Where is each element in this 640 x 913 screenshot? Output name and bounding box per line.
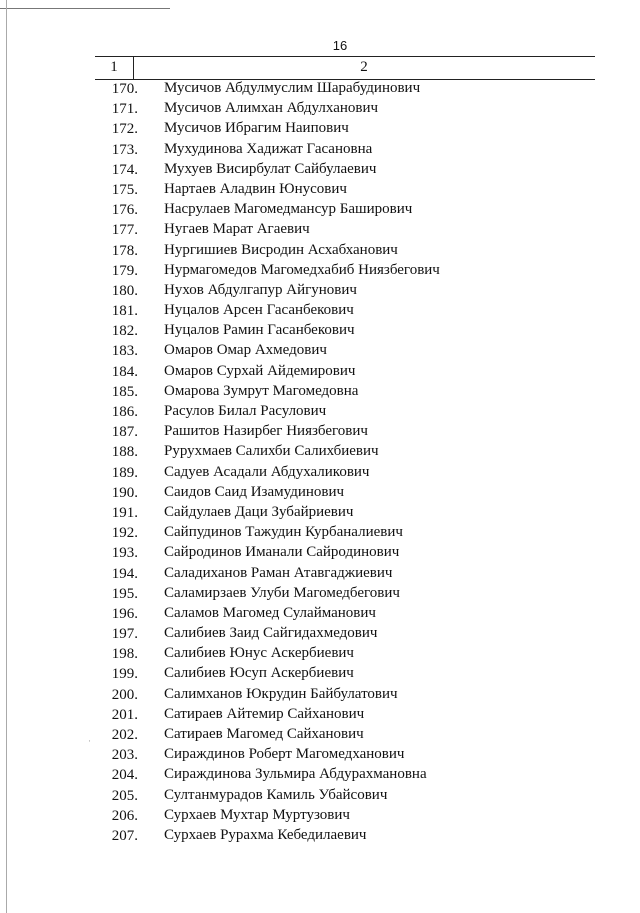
row-number: 189.	[111, 464, 138, 481]
person-name: Омарова Зумрут Магомедовна	[164, 382, 359, 399]
table-row	[0, 564, 640, 584]
row-number: 198.	[111, 646, 138, 663]
person-name: Мусичов Алимхан Абдулханович	[164, 100, 379, 117]
person-name: Нуцалов Рамин Гасанбекович	[164, 322, 355, 339]
person-name: Саламов Магомед Сулайманович	[164, 604, 376, 621]
table-row	[0, 543, 640, 563]
person-name: Салибиев Юнус Аскербиевич	[164, 645, 354, 662]
row-number: 200.	[111, 686, 138, 703]
row-number: 186.	[111, 404, 138, 420]
table-row	[0, 664, 640, 684]
person-name: Нартаев Аладвин Юнусович	[164, 180, 347, 197]
row-number: 175.	[111, 181, 138, 198]
table-row	[0, 523, 640, 543]
row-number: 183.	[111, 343, 138, 360]
person-name: Сурхаев Рурахма Кебедилаевич	[164, 826, 367, 843]
row-number: 184.	[111, 363, 138, 380]
table-row	[0, 685, 640, 705]
row-number: 172.	[111, 121, 138, 138]
header-col-name: 2	[360, 59, 368, 75]
table-row	[0, 382, 640, 402]
row-number: 194.	[111, 565, 138, 582]
person-name: Саидов Саид Изамудинович	[164, 483, 345, 500]
row-number: 202.	[111, 727, 138, 743]
table-row	[0, 180, 640, 200]
table-row	[0, 301, 640, 321]
page-number: 16	[332, 38, 348, 53]
person-name: Мухуев Висирбулат Сайбулаевич	[164, 160, 377, 177]
table-row	[0, 745, 640, 765]
table-row	[0, 140, 640, 160]
person-name: Сатираев Магомед Сайханович	[164, 726, 364, 742]
row-number: 196.	[111, 605, 138, 622]
table-row	[0, 463, 640, 483]
row-number: 173.	[111, 141, 138, 158]
table-row	[0, 119, 640, 139]
table-row	[0, 241, 640, 261]
person-name: Нуцалов Арсен Гасанбекович	[164, 302, 354, 319]
table-row	[0, 765, 640, 785]
header-col-number: 1	[110, 59, 118, 75]
person-name: Нухов Абдулгапур Айгунович	[164, 281, 357, 298]
person-name: Расулов Билал Расулович	[164, 403, 327, 419]
person-name: Сатираев Айтемир Сайханович	[164, 705, 365, 722]
row-number: 179.	[111, 262, 138, 279]
table-row	[0, 442, 640, 462]
row-number: 191.	[111, 504, 138, 521]
person-name: Салибиев Юсуп Аскербиевич	[164, 665, 354, 682]
row-number: 197.	[111, 626, 138, 643]
row-number: 195.	[111, 585, 138, 602]
person-name: Рашитов Назирбег Ниязбегович	[164, 423, 368, 440]
row-number: 181.	[111, 303, 138, 320]
table-row	[0, 341, 640, 361]
row-number: 193.	[111, 545, 138, 562]
row-number: 203.	[111, 747, 138, 764]
row-number: 188.	[111, 444, 138, 461]
person-name: Рурухмаев Салихби Салихбиевич	[164, 443, 379, 460]
person-name: Омаров Омар Ахмедович	[164, 342, 327, 359]
person-name: Сайродинов Иманали Сайродинович	[164, 544, 400, 561]
person-name: Мусичов Абдулмуслим Шарабудинович	[164, 80, 421, 96]
table-row	[0, 644, 640, 664]
table-row	[0, 281, 640, 301]
person-name: Мухудинова Хадижат Гасановна	[164, 140, 373, 157]
row-number: 192.	[111, 525, 138, 542]
row-number: 205.	[111, 787, 138, 804]
person-name: Насрулаев Магомедмансур Баширович	[164, 201, 413, 218]
person-name: Салибиев Заид Сайгидахмедович	[164, 625, 378, 642]
row-number: 170.	[111, 81, 138, 97]
table-header	[95, 56, 595, 80]
table-row	[0, 483, 640, 503]
table-row	[0, 79, 640, 99]
scan-edge-line	[0, 8, 170, 9]
scan-speck: ·	[88, 736, 91, 746]
row-number: 204.	[111, 767, 138, 784]
table-row	[0, 422, 640, 442]
row-number: 187.	[111, 424, 138, 441]
row-number: 199.	[111, 666, 138, 683]
row-number: 201.	[111, 706, 138, 723]
table-row	[0, 725, 640, 745]
row-number: 185.	[111, 383, 138, 400]
row-number: 182.	[111, 323, 138, 340]
person-name: Нурмагомедов Магомедхабиб Ниязбегович	[164, 261, 440, 278]
person-name: Салимханов Юкрудин Байбулатович	[164, 685, 398, 702]
row-number: 176.	[111, 202, 138, 219]
person-name: Сурхаев Мухтар Муртузович	[164, 806, 350, 823]
table-row	[0, 786, 640, 806]
table-row	[0, 604, 640, 624]
table-row	[0, 261, 640, 281]
row-number: 171.	[111, 101, 138, 118]
person-name: Садуев Асадали Абдухаликович	[164, 463, 370, 480]
table-row	[0, 826, 640, 846]
person-name: Омаров Сурхай Айдемирович	[164, 362, 356, 379]
table-row	[0, 705, 640, 725]
row-number: 174.	[111, 161, 138, 178]
person-name: Нургишиев Висродин Асхабханович	[164, 241, 398, 258]
table-row	[0, 503, 640, 523]
person-name: Саламирзаев Улуби Магомедбегович	[164, 584, 400, 601]
person-name: Сайпудинов Тажудин Курбаналиевич	[164, 524, 403, 541]
row-number: 206.	[111, 807, 138, 824]
table-row	[0, 220, 640, 240]
table-row	[0, 99, 640, 119]
person-name: Нугаев Марат Агаевич	[164, 221, 310, 238]
table-row	[0, 200, 640, 220]
person-name: Сираждинов Роберт Магомедханович	[164, 746, 405, 763]
table-row	[0, 160, 640, 180]
person-name: Султанмурадов Камиль Убайсович	[164, 786, 388, 803]
person-name: Сайдулаев Даци Зубайриевич	[164, 503, 354, 520]
name-list	[0, 79, 640, 846]
row-number: 178.	[111, 242, 138, 259]
row-number: 207.	[111, 827, 138, 844]
person-name: Мусичов Ибрагим Наипович	[164, 120, 349, 137]
person-name: Сираждинова Зульмира Абдурахмановна	[164, 766, 427, 783]
table-row	[0, 806, 640, 826]
table-row	[0, 402, 640, 422]
row-number: 190.	[111, 484, 138, 501]
table-row	[0, 584, 640, 604]
row-number: 180.	[111, 282, 138, 299]
row-number: 177.	[111, 222, 138, 239]
table-row	[0, 362, 640, 382]
person-name: Саладиханов Раман Атавгаджиевич	[164, 564, 393, 581]
table-row	[0, 624, 640, 644]
table-row	[0, 321, 640, 341]
